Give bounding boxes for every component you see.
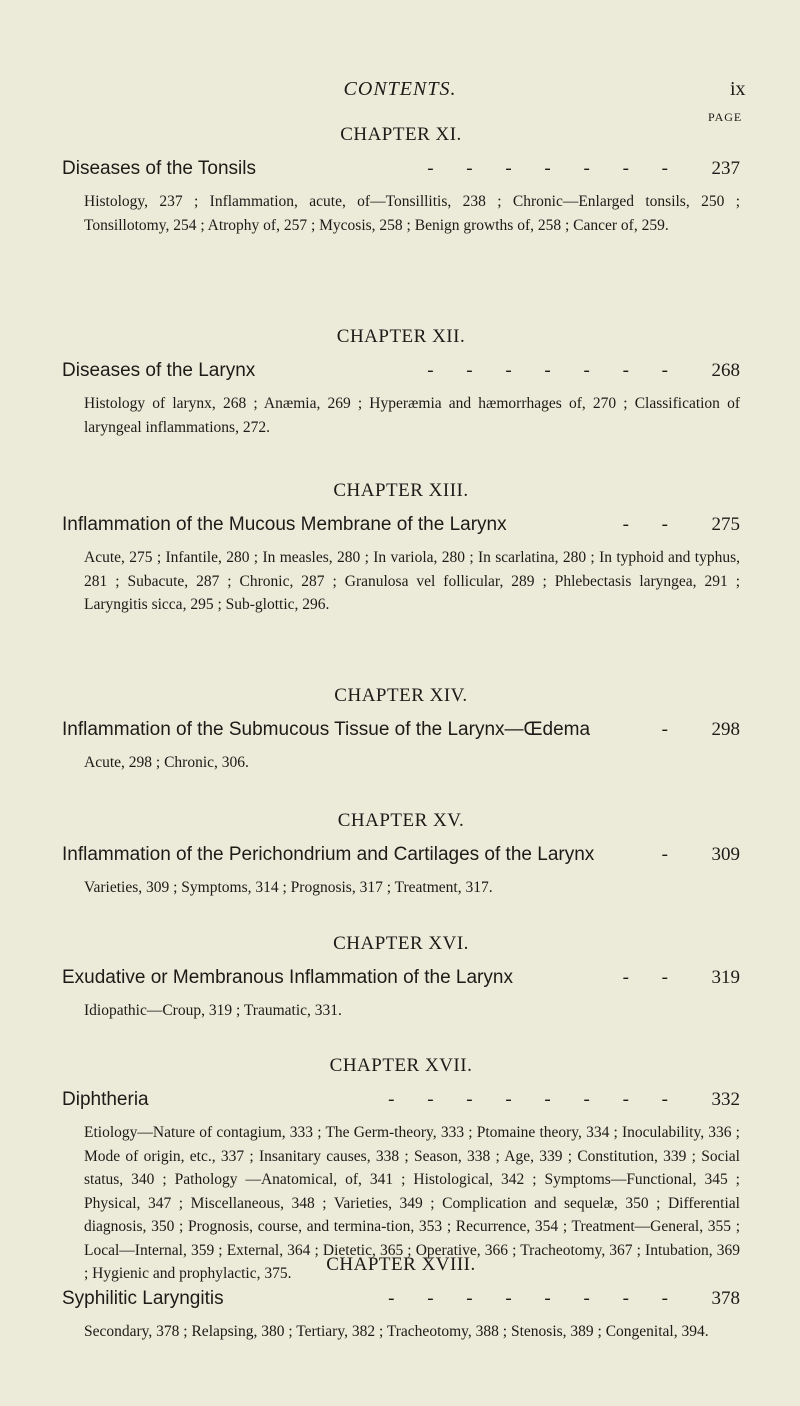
chapter-description: Etiology—Nature of contagium, 333 ; The Germ-theory, 333 ; Ptomaine theory, 334 ; Inoculability, 336 ; Mode of origin, etc., 337 ; Insanitary causes, 338 ; Season, 338 ; Age, 339 ; Constitution, 339 ; Social status, 340 ; Pathology —Anatomical, of, 341 ; Histological, 342 ; Symptoms—Functional, 345 ; Physical, 347 ; Miscellaneous, 348 ; Varieties, 349 ; Complication and sequelæ, 350 ; Differential diagnosis, 350 ; Prognosis, course, and termina-tion, 353 ; Recurrence, 354 ; Treatment—General, 355 ; Local—Internal, 359 ; External, 364 ; Dietetic, 365 ; Operative, 366 ; Tracheotomy, 367 ; Intubation, 369 ; Hygienic and prophylactic, 375. — [84, 1124, 740, 1282]
chapter-title: Syphilitic Laryngitis — [62, 1288, 224, 1309]
chapter-entry — [62, 967, 740, 997]
chapter-title: Diphtheria — [62, 1089, 149, 1110]
chapter-xiv — [62, 685, 740, 775]
chapter-entry — [62, 1089, 740, 1119]
leader-dots: - - - - - - - — [427, 360, 682, 381]
chapter-entry — [62, 1288, 740, 1318]
chapter-heading: CHAPTER XV. — [337, 810, 465, 831]
chapter-description: Acute, 298 ; Chronic, 306. — [84, 754, 249, 771]
chapter-xv — [62, 810, 740, 900]
leader-dots: - - — [622, 514, 682, 535]
chapter-page: 309 — [711, 844, 740, 865]
chapter-title: Inflammation of the Mucous Membrane of the Larynx — [62, 514, 507, 535]
chapter-entry — [62, 719, 740, 749]
chapter-entry — [62, 360, 740, 390]
chapter-title: Diseases of the Larynx — [62, 360, 256, 381]
chapter-xvi — [62, 933, 740, 1023]
chapter-description: Secondary, 378 ; Relapsing, 380 ; Tertiary, 382 ; Tracheotomy, 388 ; Stenosis, 389 ; Congenital, 394. — [84, 1323, 709, 1340]
chapter-description: Histology, 237 ; Inflammation, acute, of—Tonsillitis, 238 ; Chronic—Enlarged tonsils, 250 ; Tonsillotomy, 254 ; Atrophy of, 257 ; Mycosis, 258 ; Benign growths of, 258 ; Cancer of, 259. — [84, 193, 740, 234]
chapter-description: Varieties, 309 ; Symptoms, 314 ; Prognosis, 317 ; Treatment, 317. — [84, 879, 493, 896]
chapter-description: Histology of larynx, 268 ; Anæmia, 269 ; Hyperæmia and hæmorrhages of, 270 ; Classification of laryngeal inflammations, 272. — [84, 395, 740, 436]
chapter-heading: CHAPTER XI. — [340, 124, 462, 145]
chapter-page: 237 — [711, 158, 740, 179]
leader-dots: - — [661, 844, 682, 865]
page-column-label: PAGE — [708, 110, 743, 124]
running-title: CONTENTS. — [343, 78, 457, 100]
chapter-title: Exudative or Membranous Inflammation of the Larynx — [62, 967, 513, 988]
chapter-title: Inflammation of the Submucous Tissue of the Larynx—Œdema — [62, 719, 591, 740]
page-number: ix — [730, 78, 746, 100]
leader-dots: - - - - - - - - — [388, 1288, 682, 1309]
leader-dots: - — [661, 719, 682, 740]
chapter-xvii — [62, 1055, 740, 1286]
leader-dots: - - - - - - - - — [388, 1089, 682, 1110]
chapter-xii — [62, 326, 740, 439]
chapter-entry — [62, 844, 740, 874]
chapter-page: 332 — [711, 1089, 740, 1110]
chapter-description: Idiopathic—Croup, 319 ; Traumatic, 331. — [84, 1002, 342, 1019]
chapter-page: 275 — [711, 514, 740, 535]
chapter-heading: CHAPTER XIII. — [333, 480, 469, 501]
chapter-title: Diseases of the Tonsils — [62, 158, 256, 179]
chapter-heading: CHAPTER XVII. — [329, 1055, 473, 1076]
chapter-heading: CHAPTER XIV. — [334, 685, 468, 706]
chapter-xi — [62, 124, 740, 237]
chapter-page: 268 — [711, 360, 740, 381]
chapter-page: 378 — [711, 1288, 740, 1309]
chapter-title: Inflammation of the Perichondrium and Cartilages of the Larynx — [62, 844, 595, 865]
chapter-page: 298 — [711, 719, 740, 740]
leader-dots: - - - - - - - — [427, 158, 682, 179]
chapter-page: 319 — [711, 967, 740, 988]
chapter-entry — [62, 514, 740, 544]
chapter-description: Acute, 275 ; Infantile, 280 ; In measles, 280 ; In variola, 280 ; In scarlatina, 280 ; In typhoid and typhus, 281 ; Subacute, 287 ; Chronic, 287 ; Granulosa vel follicular, 289 ; Phlebectasis laryngea, 291 ; Laryngitis sicca, 295 ; Sub-glottic, 296. — [84, 549, 740, 613]
leader-dots: - - — [622, 967, 682, 988]
chapter-xiii — [62, 480, 740, 617]
chapter-heading: CHAPTER XVIII. — [326, 1254, 476, 1275]
chapter-heading: CHAPTER XVI. — [333, 933, 469, 954]
chapter-entry — [62, 158, 740, 188]
chapter-xviii — [62, 1254, 740, 1344]
chapter-heading: CHAPTER XII. — [336, 326, 466, 347]
